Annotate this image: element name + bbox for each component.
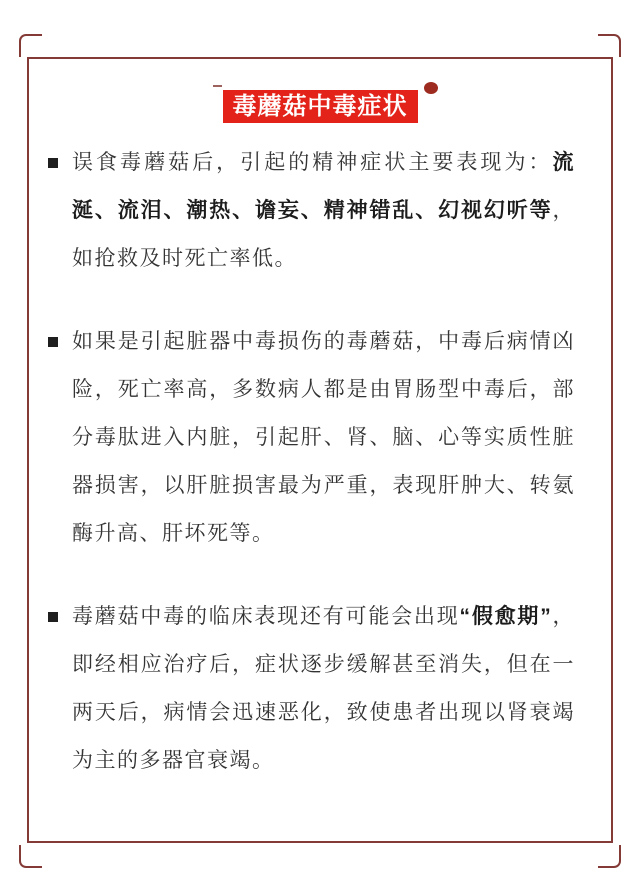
- bullet-list: [29, 139, 611, 785]
- paragraph-segment: 误食毒蘑菇后，引起的精神症状主要表现为：: [72, 151, 553, 174]
- paragraph-segment: ，即经相应治疗后，症状逐步缓解甚至消失，但在一两天后，病情会迅速恶化，致使患者出现以肾衰竭为主的多器官衰竭。: [72, 605, 576, 772]
- content-frame: [27, 57, 613, 843]
- bullet-square-icon: [48, 612, 58, 622]
- bullet-square-icon: [48, 337, 58, 347]
- list-item: [29, 318, 575, 558]
- bullet-square-icon: [48, 158, 58, 168]
- paragraph-bold-segment: “假愈期”: [459, 605, 553, 628]
- corner-bracket-bottom-left-icon: [19, 845, 42, 868]
- page-title: 毒蘑菇中毒症状: [232, 93, 408, 120]
- title-row: [29, 90, 611, 123]
- corner-bracket-top-left-icon: [19, 34, 42, 57]
- list-item: [29, 593, 575, 785]
- paragraph-segment: ，如抢救及时死亡率低。: [72, 199, 575, 270]
- paragraph-bold-segment: 流涎、流泪、潮热、谵妄、精神错乱、幻视幻听等: [72, 151, 575, 222]
- title-banner: [223, 90, 418, 123]
- corner-bracket-bottom-right-icon: [598, 845, 621, 868]
- paragraph-text: [72, 593, 575, 785]
- paragraph-segment: 毒蘑菇中毒的临床表现还有可能会出现: [72, 605, 460, 628]
- paragraph-text: [72, 139, 575, 283]
- list-item: [29, 139, 575, 283]
- paragraph-segment: 如果是引起脏器中毒损伤的毒蘑菇，中毒后病情凶险，死亡率高，多数病人都是由胃肠型中毒后，部分毒肽进入内脏，引起肝、肾、脑、心等实质性脏器损害，以肝脏损害最为严重，表现肝肿大、转氨酶升高、肝坏死等。: [72, 330, 575, 545]
- red-dot-icon: [424, 82, 438, 94]
- paragraph-text: [72, 318, 575, 558]
- corner-bracket-top-right-icon: [598, 34, 621, 57]
